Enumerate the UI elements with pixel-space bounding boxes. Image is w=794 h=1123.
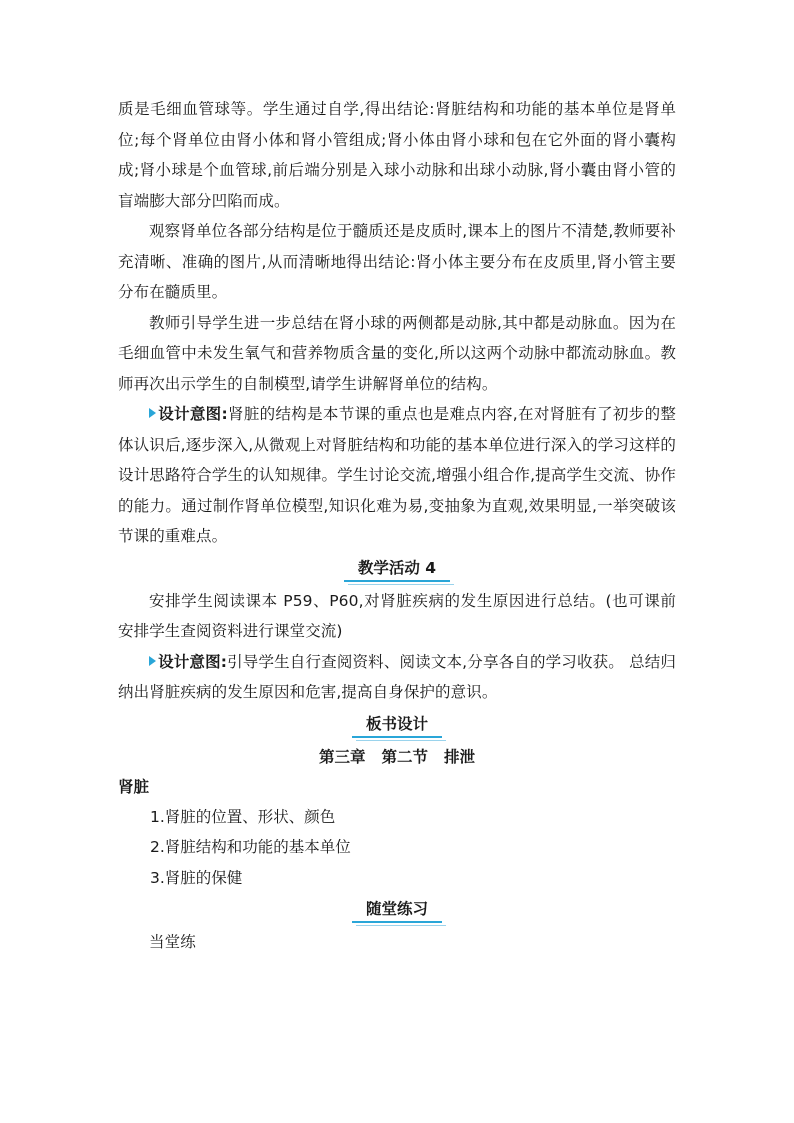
paragraph-kidney-structure: 质是毛细血管球等。学生通过自学,得出结论:肾脏结构和功能的基本单位是肾单位;每个肾单位由肾小体和肾小管组成;肾小体由肾小球和包在它外面的肾小囊构成;肾小球是个血管球,前后端分别是入球小动脉和出球小动脉,肾小囊由肾小管的盲端膨大部分凹陷而成。 — [118, 100, 676, 210]
activity4-heading-wrap — [118, 554, 676, 586]
practice-text: 当堂练 — [149, 933, 196, 951]
design-intent-2 — [118, 647, 676, 708]
design-intent-label: 设计意图: — [158, 405, 228, 423]
design-intent-label: 设计意图: — [158, 652, 228, 671]
practice-heading: 随堂练习 — [352, 897, 442, 921]
design-intent-text: 肾脏的结构是本节课的重点也是难点内容,在对肾脏有了初步的整体认识后,逐步深入,从微观上对肾脏结构和功能的基本单位进行深入的学习这样的设计思路符合学生的认知规律。学生讨论交流,增强小组合作,提高学生交流、协作的能力。通过制作肾单位模型,知识化难为易,变抽象为直观,效果明显,一举突破该节课的重难点。 — [118, 405, 676, 545]
board-heading: 板书设计 — [352, 712, 442, 736]
board-section: 第二节 — [381, 747, 428, 766]
board-subtitle: 肾脏 — [118, 777, 150, 796]
document-body — [118, 94, 676, 958]
triangle-bullet-icon — [149, 408, 156, 418]
board-topic: 排泄 — [444, 747, 476, 766]
board-item: 2.肾脏结构和功能的基本单位 — [150, 838, 351, 856]
activity4-heading: 教学活动 4 — [344, 556, 450, 580]
board-item: 3.肾脏的保健 — [150, 868, 243, 887]
paragraph-observation: 观察肾单位各部分结构是位于髓质还是皮质时,课本上的图片不清楚,教师要补充清晰、准确的图片,从而清晰地得出结论:肾小体主要分布在皮质里,肾小管主要分布在髓质里。 — [118, 222, 676, 301]
design-intent-text: 引导学生自行查阅资料、阅读文本,分享各自的学习收获。 总结归纳出肾脏疾病的发生原因和危害,提高自身保护的意识。 — [118, 652, 677, 701]
board-heading-wrap — [118, 710, 676, 742]
board-title — [118, 742, 676, 772]
triangle-bullet-icon — [149, 656, 156, 666]
activity4-text: 安排学生阅读课本 P59、P60,对肾脏疾病的发生原因进行总结。(也可课前安排学生查阅资料进行课堂交流) — [118, 591, 676, 640]
paragraph-summary: 教师引导学生进一步总结在肾小球的两侧都是动脉,其中都是动脉血。因为在毛细血管中未发生氧气和营养物质含量的变化,所以这两个动脉中都流动脉血。教师再次出示学生的自制模型,请学生讲解肾单位的结构。 — [118, 313, 676, 393]
design-intent-1 — [118, 399, 676, 552]
board-chapter: 第三章 — [318, 747, 366, 766]
practice-heading-wrap — [118, 895, 676, 927]
board-item: 1.肾脏的位置、形状、颜色 — [150, 807, 336, 826]
